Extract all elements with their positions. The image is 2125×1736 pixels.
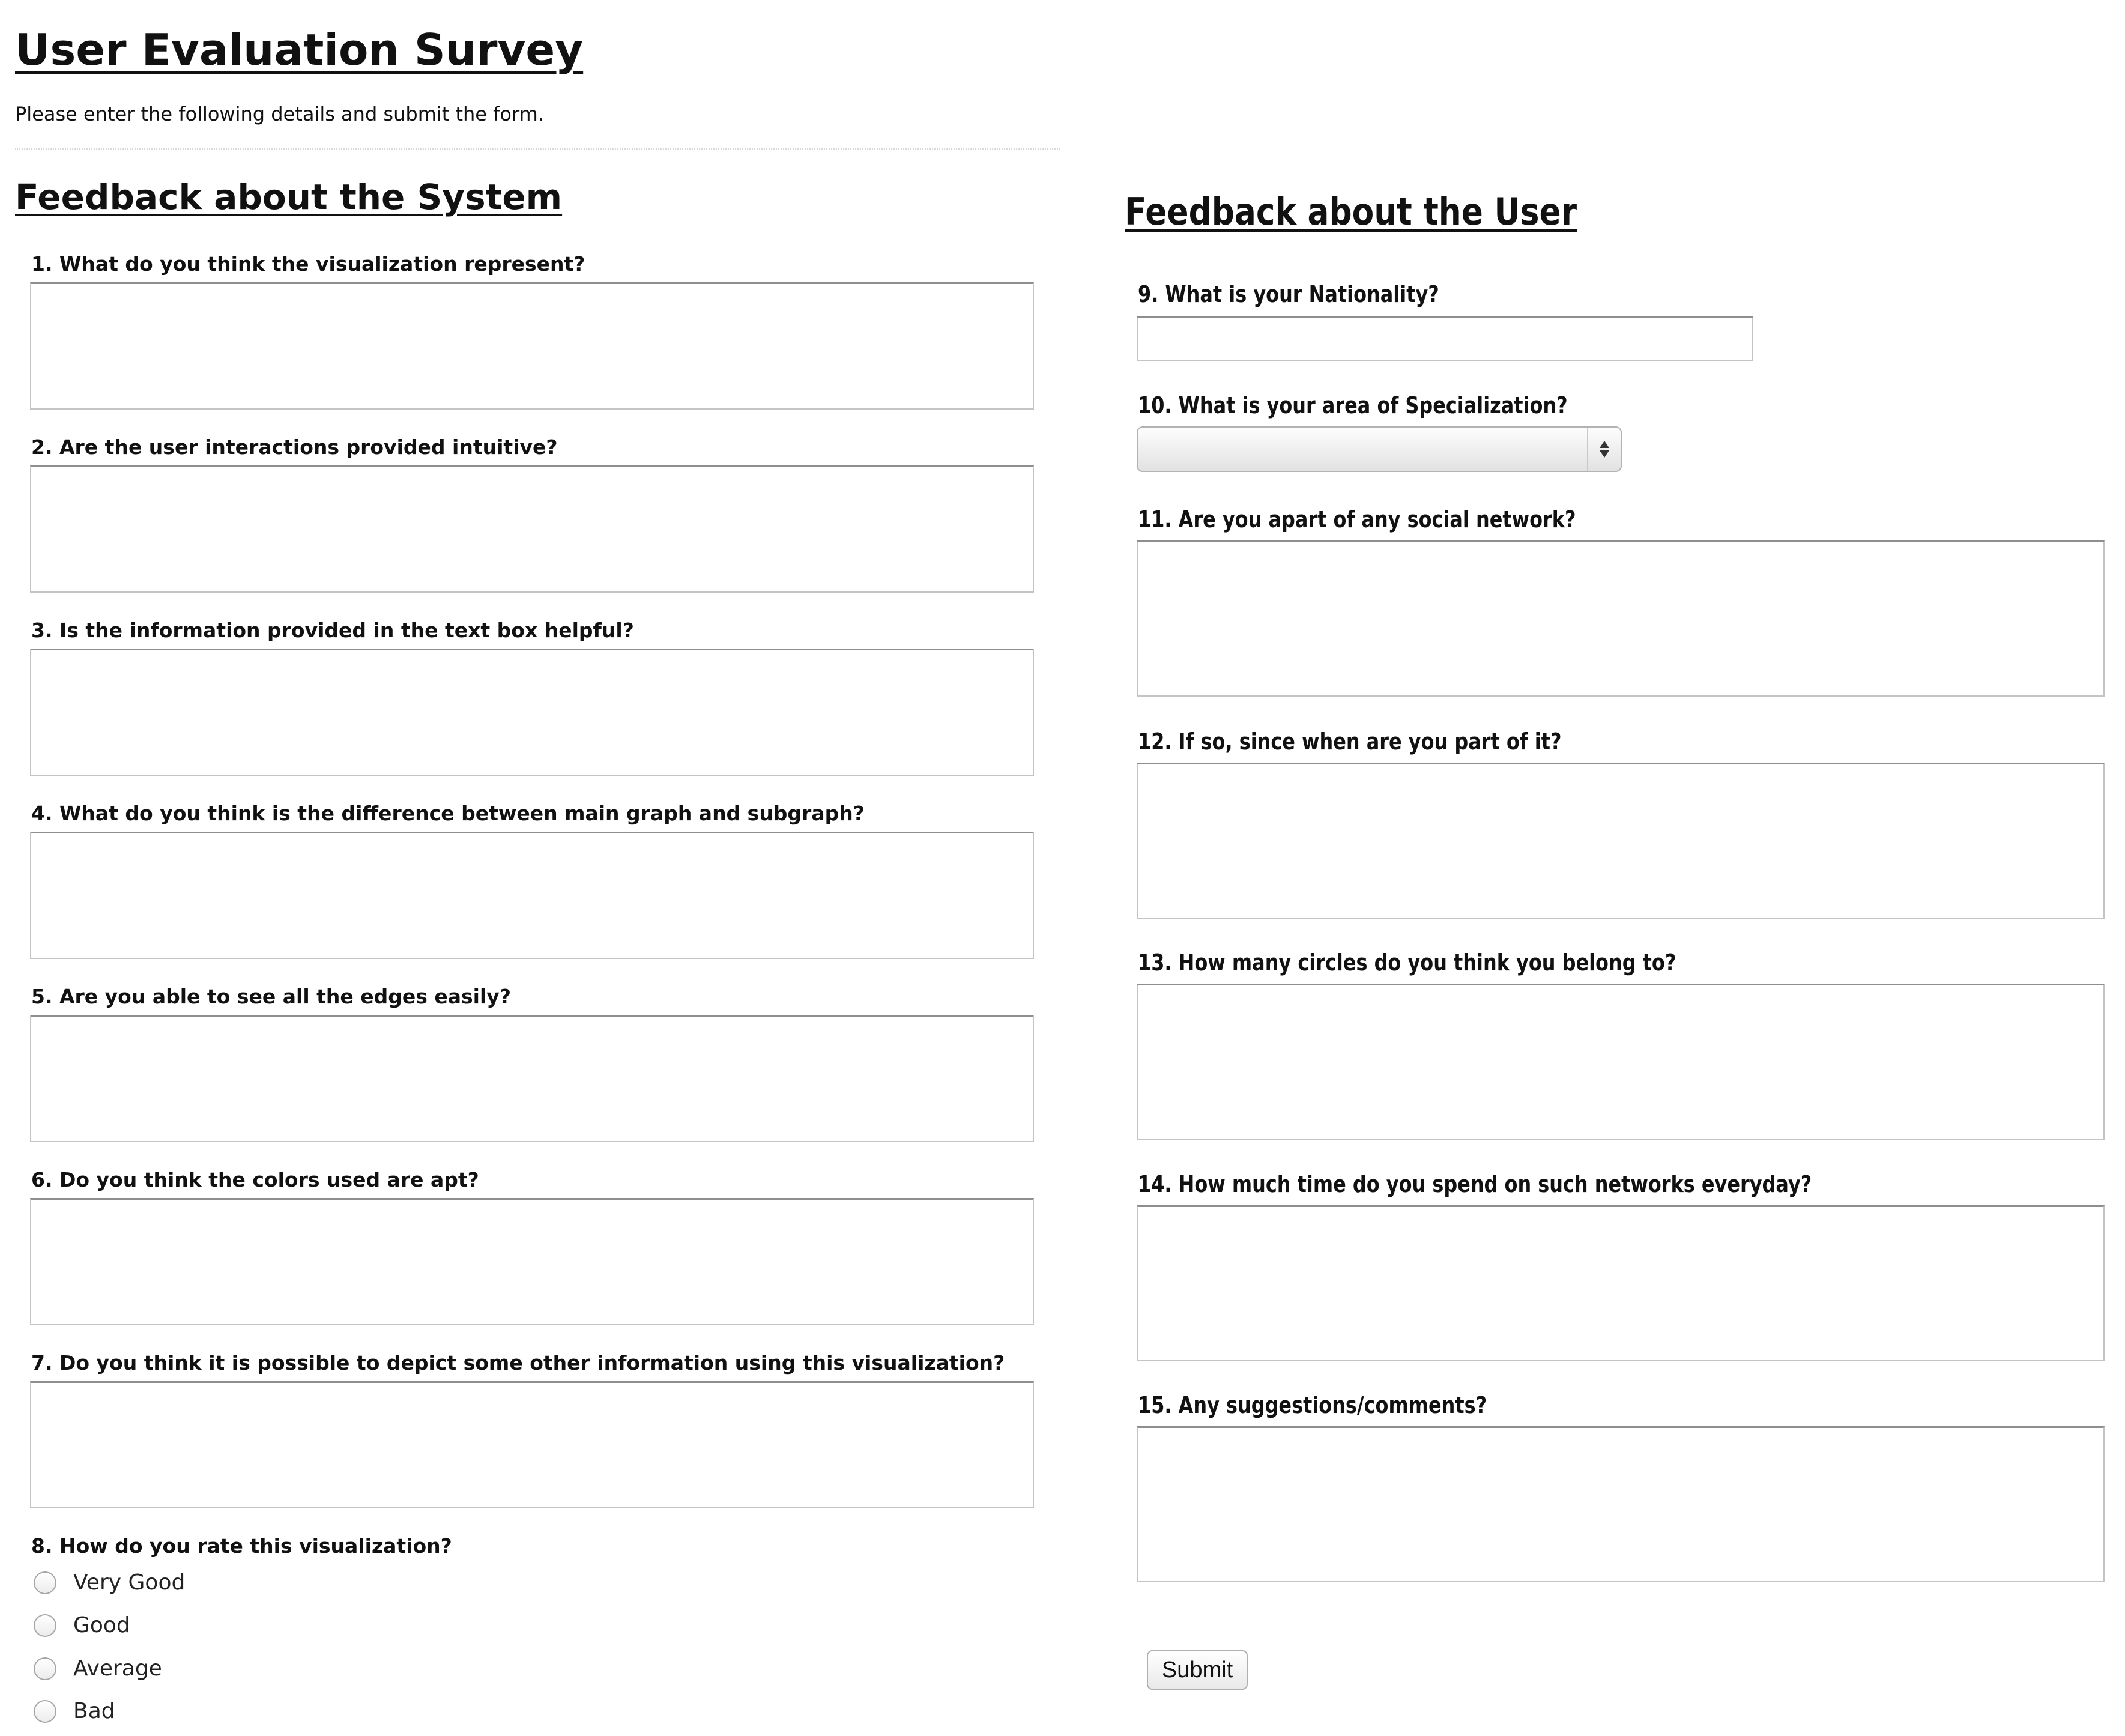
- question-1-label: 1. What do you think the visualization represent?: [31, 252, 585, 276]
- rating-radio-average[interactable]: [34, 1657, 56, 1680]
- specialization-select[interactable]: [1137, 426, 1622, 472]
- nationality-label: 9. What is your Nationality?: [1138, 281, 1439, 307]
- question-2-input[interactable]: [30, 465, 1034, 593]
- rating-option-label: Very Good: [73, 1570, 186, 1595]
- question-1-input[interactable]: [30, 282, 1034, 410]
- question-5-label: 5. Are you able to see all the edges easily?: [31, 985, 511, 1008]
- question-11-input[interactable]: [1137, 540, 2105, 697]
- question-5-input[interactable]: [30, 1015, 1034, 1142]
- question-12-input[interactable]: [1137, 763, 2105, 919]
- question-13-label: 13. How many circles do you think you belong to?: [1138, 949, 1676, 976]
- question-14-input[interactable]: [1137, 1205, 2105, 1361]
- specialization-label: 10. What is your area of Specialization?: [1138, 392, 1568, 419]
- rating-radio-good[interactable]: [34, 1614, 56, 1637]
- divider: [15, 148, 1060, 150]
- question-3-input[interactable]: [30, 649, 1034, 776]
- rating-radio-very-good[interactable]: [34, 1571, 56, 1594]
- system-section-heading: Feedback about the System: [15, 177, 563, 217]
- question-15-input[interactable]: [1137, 1426, 2105, 1582]
- intro-text: Please enter the following details and submit the form.: [15, 103, 544, 126]
- rating-option-label: Average: [73, 1656, 162, 1681]
- question-7-label: 7. Do you think it is possible to depict some other information using this visualization?: [31, 1351, 1005, 1375]
- question-13-input[interactable]: [1137, 984, 2105, 1140]
- question-4-label: 4. What do you think is the difference between main graph and subgraph?: [31, 802, 865, 825]
- question-6-label: 6. Do you think the colors used are apt?: [31, 1168, 479, 1191]
- submit-button[interactable]: Submit: [1147, 1650, 1248, 1690]
- question-7-input[interactable]: [30, 1381, 1034, 1508]
- question-3-label: 3. Is the information provided in the text box helpful?: [31, 618, 634, 642]
- question-2-label: 2. Are the user interactions provided intuitive?: [31, 435, 558, 459]
- question-4-input[interactable]: [30, 832, 1034, 959]
- question-6-input[interactable]: [30, 1198, 1034, 1325]
- question-11-label: 11. Are you apart of any social network?: [1138, 506, 1576, 533]
- question-14-label: 14. How much time do you spend on such networks everyday?: [1138, 1171, 1812, 1197]
- page-title: User Evaluation Survey: [15, 25, 584, 75]
- question-15-label: 15. Any suggestions/comments?: [1138, 1392, 1487, 1418]
- rating-option-label: Good: [73, 1613, 130, 1638]
- question-12-label: 12. If so, since when are you part of it?: [1138, 728, 1562, 755]
- select-arrows-icon: [1587, 428, 1621, 471]
- rating-label: 8. How do you rate this visualization?: [31, 1534, 452, 1558]
- rating-option-label: Bad: [73, 1699, 115, 1723]
- rating-radio-bad[interactable]: [34, 1700, 56, 1723]
- nationality-input[interactable]: [1137, 316, 1753, 361]
- user-section-heading: Feedback about the User: [1125, 190, 1577, 234]
